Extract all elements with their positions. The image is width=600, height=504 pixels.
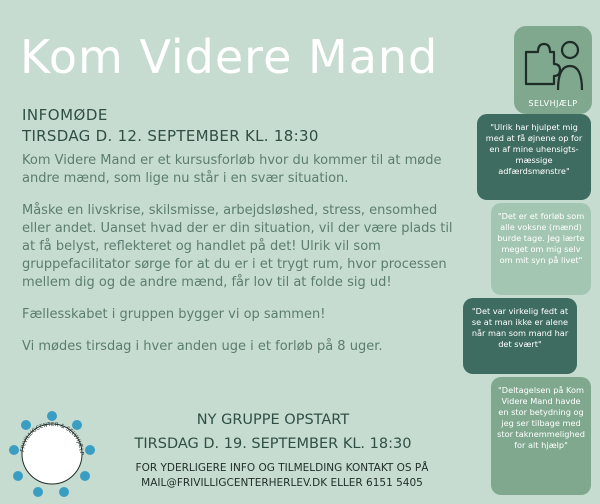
contact-line-1: FOR YDERLIGERE INFO OG TILMELDING KONTAKT OS PÅ <box>135 462 429 474</box>
contact-info <box>93 461 471 491</box>
badge-label: SELVHJÆLP <box>528 99 578 108</box>
description-paragraph-4: Vi mødes tirsdag i hver anden uge i et forløb på 8 uger. <box>22 339 383 354</box>
testimonial-quote-4: "Deltagelsen på Kom Videre Mand havde en stor betydning og jeg ser tilbage med stor taknemmelighed for alt hjælp" <box>491 377 591 495</box>
new-group-heading: NY GRUPPE OPSTART <box>196 412 350 428</box>
contact-line-2: MAIL@FRIVILLIGCENTERHERLEV.DK ELLER 6151 5405 <box>141 477 423 489</box>
page-title: Kom Videre Mand <box>20 30 439 84</box>
new-group-date: TIRSDAG D. 19. SEPTEMBER KL. 18:30 <box>134 436 412 452</box>
description-paragraph-1: Kom Videre Mand er et kursusforløb hvor du kommer til at møde andre mænd, som lige nu står i en svær situation. <box>22 153 442 186</box>
people-circle-logo <box>6 408 98 500</box>
description-paragraph-2: Måske en livskrise, skilsmisse, arbejdsløshed, stress, ensomhed eller andet. Uanset hvad der er din situation, vil der være plads til at få belyst, reflekteret og handlet på det! Ulrik vil som gruppefacilitator sørge for at du er i et trygt rum, hvor processen mellem dig og de andre mænd, får lov til at folde sig ud! <box>22 203 453 290</box>
description <box>22 152 462 370</box>
logo-text: FRIVILLIGCENTER & SELVHJÆLP <box>20 421 85 455</box>
selvhjaelp-badge <box>514 26 592 114</box>
puzzle-person-icon <box>520 34 586 96</box>
info-meeting-label: INFOMØDE <box>22 106 108 124</box>
info-meeting-date: TIRSDAG D. 12. SEPTEMBER KL. 18:30 <box>22 127 319 145</box>
logo-graphic <box>6 408 98 500</box>
testimonial-quote-3: "Det var virkelig fedt at se at man ikke er alene når man som mand har det svært" <box>463 298 577 374</box>
testimonial-quote-1: "Ulrik har hjulpet mig med at få øjnene op for en af mine uhensigts-mæssige adfærdsmønstre" <box>477 114 591 200</box>
testimonial-quote-2: "Det er et forløb som alle voksne (mænd) burde tage. Jeg lærte meget om mig selv om mit syn på livet" <box>491 203 591 295</box>
description-paragraph-3: Fællesskabet i gruppen bygger vi op sammen! <box>22 307 326 322</box>
